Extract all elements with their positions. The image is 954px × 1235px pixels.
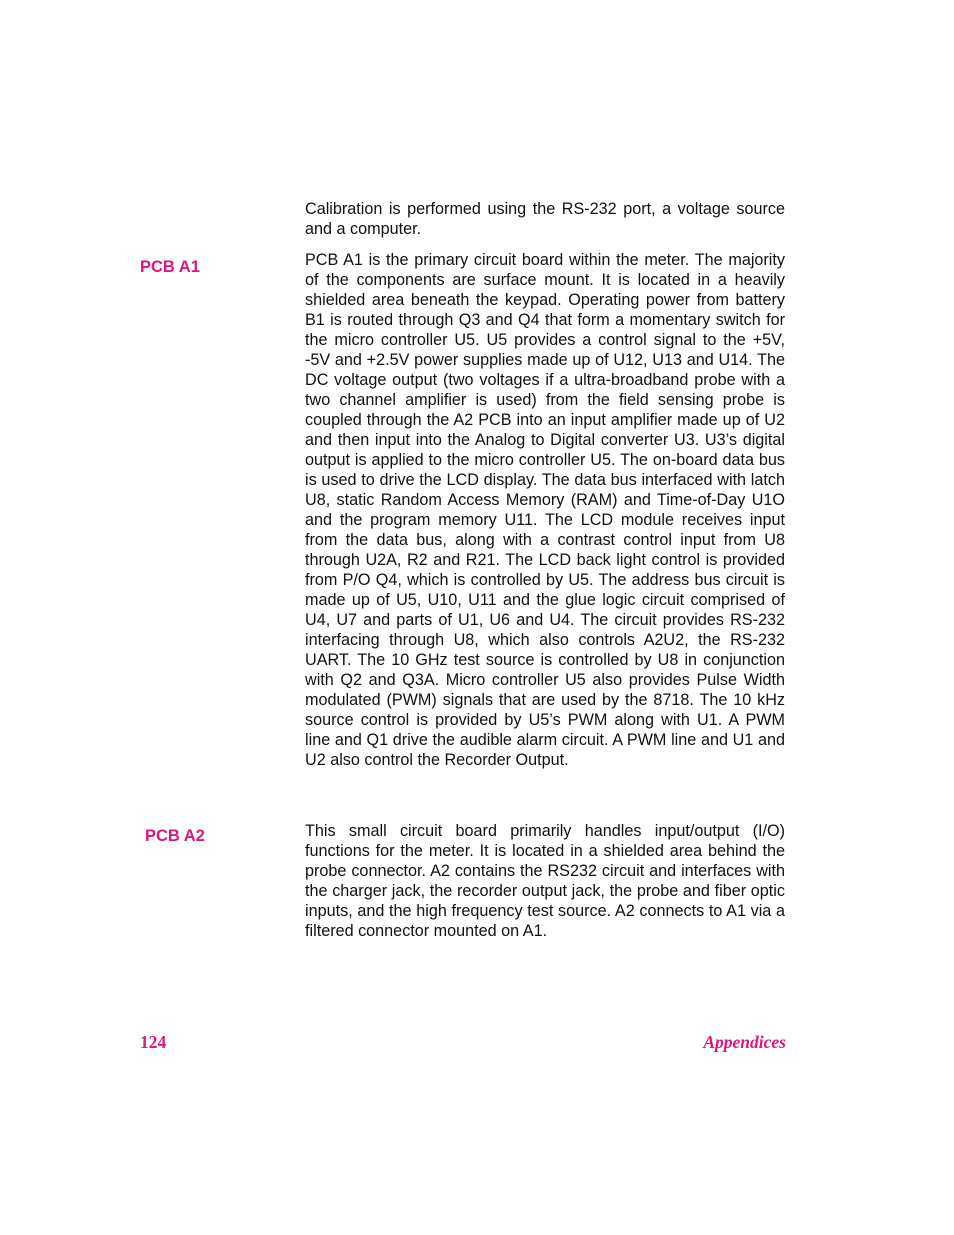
pcb-a1-paragraph: PCB A1 is the primary circuit board within the meter. The majority of the components are surface mount. It is located in a heavily shielded area beneath the keypad. Operating power from battery B1 is routed through Q3 and Q4 that form a momentary switch for the micro controller U5. U5 provides a control signal to the +5V, -5V and +2.5V power supplies made up of U12, U13 and U14. The DC voltage output (two voltages if a ultra-broadband probe with a two channel amplifier is used) from the field sensing probe is coupled through the A2 PCB into an input amplifier made up of U2 and then input into the Analog to Digital converter U3. U3’s digital output is applied to the micro controller U5. The on-board data bus is used to drive the LCD display. The data bus interfaced with latch U8, static Random Access Memory (RAM) and Time-of-Day U1O and the program memory U11. The LCD module receives input from the data bus, along with a contrast control input from U8 through U2A, R2 and R21. The LCD back light control is provided from P/O Q4, which is controlled by U5. The address bus circuit is made up of U5, U10, U11 and the glue logic circuit comprised of U4, U7 and parts of U1, U6 and U4. The circuit provides RS-232 interfacing through U8, which also controls A2U2, the RS-232 UART. The 10 GHz test source is controlled by U8 in conjunction with Q2 and Q3A. Micro controller U5 also provides Pulse Width modulated (PWM) signals that are used by the 8718. The 10 kHz source control is provided by U5’s PWM along with U1. A PWM line and Q1 drive the audible alarm circuit. A PWM line and U1 and U2 also control the Recorder Output.: [305, 251, 785, 769]
calibration-paragraph: Calibration is performed using the RS-232 port, a voltage source and a computer.: [305, 200, 785, 238]
pcb-a2-heading: PCB A2: [145, 827, 205, 845]
footer-section-title: Appendices: [703, 1032, 786, 1052]
pcb-a2-paragraph: This small circuit board primarily handles input/output (I/O) functions for the meter. It is located in a shielded area behind the probe connector. A2 contains the RS232 circuit and interfaces with the charger jack, the recorder output jack, the probe and fiber optic inputs, and the high frequency test source. A2 connects to A1 via a filtered connector mounted on A1.: [305, 822, 785, 940]
page-number: 124: [140, 1032, 167, 1052]
pcb-a1-heading: PCB A1: [140, 258, 200, 276]
